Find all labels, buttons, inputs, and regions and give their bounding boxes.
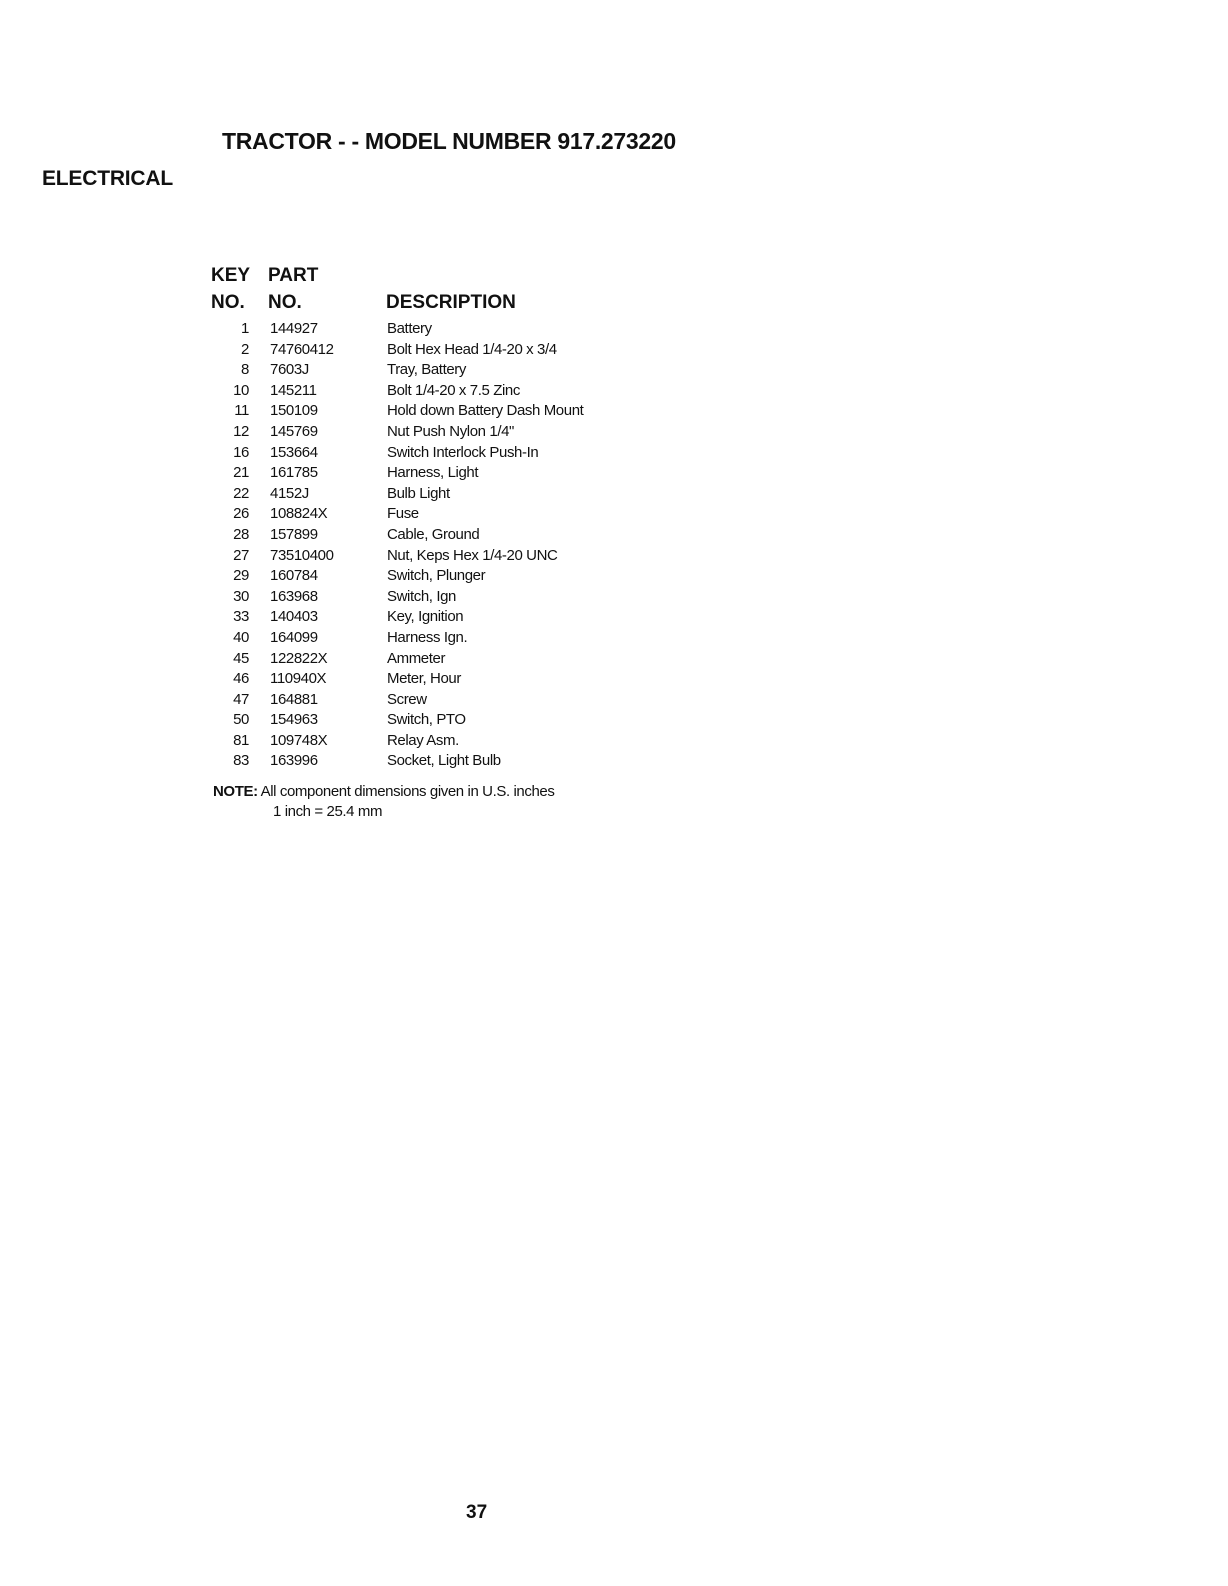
part-no-cell: 163968: [270, 587, 318, 605]
parts-table: [205, 320, 665, 773]
key-no-cell: 46: [233, 670, 249, 688]
table-row: [205, 382, 665, 403]
table-row: [205, 505, 665, 526]
part-no-cell: 164881: [270, 690, 318, 708]
key-no-cell: 45: [233, 649, 249, 667]
table-row: [205, 608, 665, 629]
note-text-line1: All component dimensions given in U.S. inches: [260, 783, 555, 800]
key-no-cell: 12: [233, 422, 249, 440]
part-no-cell: 110940X: [270, 670, 327, 688]
key-no-cell: 33: [233, 608, 249, 626]
part-no-cell: 154963: [270, 711, 318, 729]
part-no-cell: 153664: [270, 443, 318, 461]
part-no-cell: 157899: [270, 525, 318, 543]
description-cell: Screw: [387, 690, 427, 708]
part-no-cell: 145211: [270, 381, 317, 399]
part-no-cell: 4152J: [270, 484, 309, 502]
table-row: [205, 650, 665, 671]
part-no-cell: 164099: [270, 628, 318, 646]
description-cell: Battery: [387, 320, 432, 337]
key-no-cell: 21: [233, 464, 249, 482]
key-no-cell: 27: [233, 546, 249, 564]
description-cell: Switch, Ign: [387, 587, 456, 605]
header-part-line1: PART: [268, 265, 319, 286]
table-row: [205, 752, 665, 773]
part-no-cell: 160784: [270, 567, 318, 585]
part-no-cell: 150109: [270, 402, 318, 420]
part-no-cell: 144927: [270, 320, 318, 337]
description-cell: Harness Ign.: [387, 628, 468, 646]
table-row: [205, 526, 665, 547]
header-part-line2: NO.: [268, 292, 302, 313]
note: [213, 783, 554, 800]
header-description: DESCRIPTION: [386, 292, 516, 313]
part-no-cell: 73510400: [270, 546, 334, 564]
description-cell: Harness, Light: [387, 464, 479, 482]
table-row: [205, 320, 665, 341]
part-no-cell: 140403: [270, 608, 318, 626]
part-no-cell: 108824X: [270, 505, 328, 523]
part-no-cell: 109748X: [270, 731, 328, 749]
key-no-cell: 47: [233, 690, 249, 708]
table-row: [205, 485, 665, 506]
description-cell: Bulb Light: [387, 484, 450, 502]
key-no-cell: 16: [233, 443, 249, 461]
key-no-cell: 28: [233, 525, 249, 543]
description-cell: Meter, Hour: [387, 670, 461, 688]
table-row: [205, 423, 665, 444]
part-no-cell: 74760412: [270, 340, 334, 358]
key-no-cell: 2: [241, 340, 249, 358]
table-row: [205, 588, 665, 609]
table-row: [205, 670, 665, 691]
key-no-cell: 8: [241, 361, 249, 379]
key-no-cell: 26: [233, 505, 249, 523]
key-no-cell: 50: [233, 711, 249, 729]
page-title: TRACTOR - - MODEL NUMBER 917.273220: [222, 128, 676, 154]
description-cell: Nut Push Nylon 1/4": [387, 422, 514, 440]
table-row: [205, 711, 665, 732]
part-no-cell: 7603J: [270, 361, 309, 379]
description-cell: Cable, Ground: [387, 525, 480, 543]
table-row: [205, 464, 665, 485]
key-no-cell: 81: [233, 731, 249, 749]
description-cell: Switch Interlock Push-In: [387, 443, 539, 461]
part-no-cell: 145769: [270, 422, 318, 440]
note-text-line2: 1 inch = 25.4 mm: [273, 803, 383, 820]
part-no-cell: 122822X: [270, 649, 328, 667]
key-no-cell: 10: [233, 381, 249, 399]
description-cell: Fuse: [387, 505, 419, 523]
table-row: [205, 444, 665, 465]
table-row: [205, 691, 665, 712]
key-no-cell: 40: [233, 628, 249, 646]
description-cell: Ammeter: [387, 649, 446, 667]
description-cell: Hold down Battery Dash Mount: [387, 402, 584, 420]
description-cell: Socket, Light Bulb: [387, 752, 501, 770]
key-no-cell: 11: [234, 402, 249, 420]
description-cell: Bolt Hex Head 1/4-20 x 3/4: [387, 340, 557, 358]
key-no-cell: 29: [233, 567, 249, 585]
description-cell: Nut, Keps Hex 1/4-20 UNC: [387, 546, 558, 564]
table-row: [205, 402, 665, 423]
header-key-line2: NO.: [211, 292, 245, 313]
table-row: [205, 547, 665, 568]
part-no-cell: 161785: [270, 464, 318, 482]
table-row: [205, 629, 665, 650]
part-no-cell: 163996: [270, 752, 318, 770]
description-cell: Switch, PTO: [387, 711, 466, 729]
key-no-cell: 22: [233, 484, 249, 502]
key-no-cell: 83: [233, 752, 249, 770]
key-no-cell: 30: [233, 587, 249, 605]
page-number: 37: [466, 1502, 488, 1523]
description-cell: Relay Asm.: [387, 731, 459, 749]
table-row: [205, 732, 665, 753]
section-title: ELECTRICAL: [42, 167, 173, 190]
note-label: NOTE:: [213, 783, 258, 800]
table-row: [205, 361, 665, 382]
description-cell: Key, Ignition: [387, 608, 464, 626]
key-no-cell: 1: [241, 320, 249, 337]
description-cell: Bolt 1/4-20 x 7.5 Zinc: [387, 381, 520, 399]
description-cell: Tray, Battery: [387, 361, 466, 379]
table-row: [205, 567, 665, 588]
table-row: [205, 341, 665, 362]
header-key-line1: KEY: [211, 265, 251, 286]
description-cell: Switch, Plunger: [387, 567, 486, 585]
